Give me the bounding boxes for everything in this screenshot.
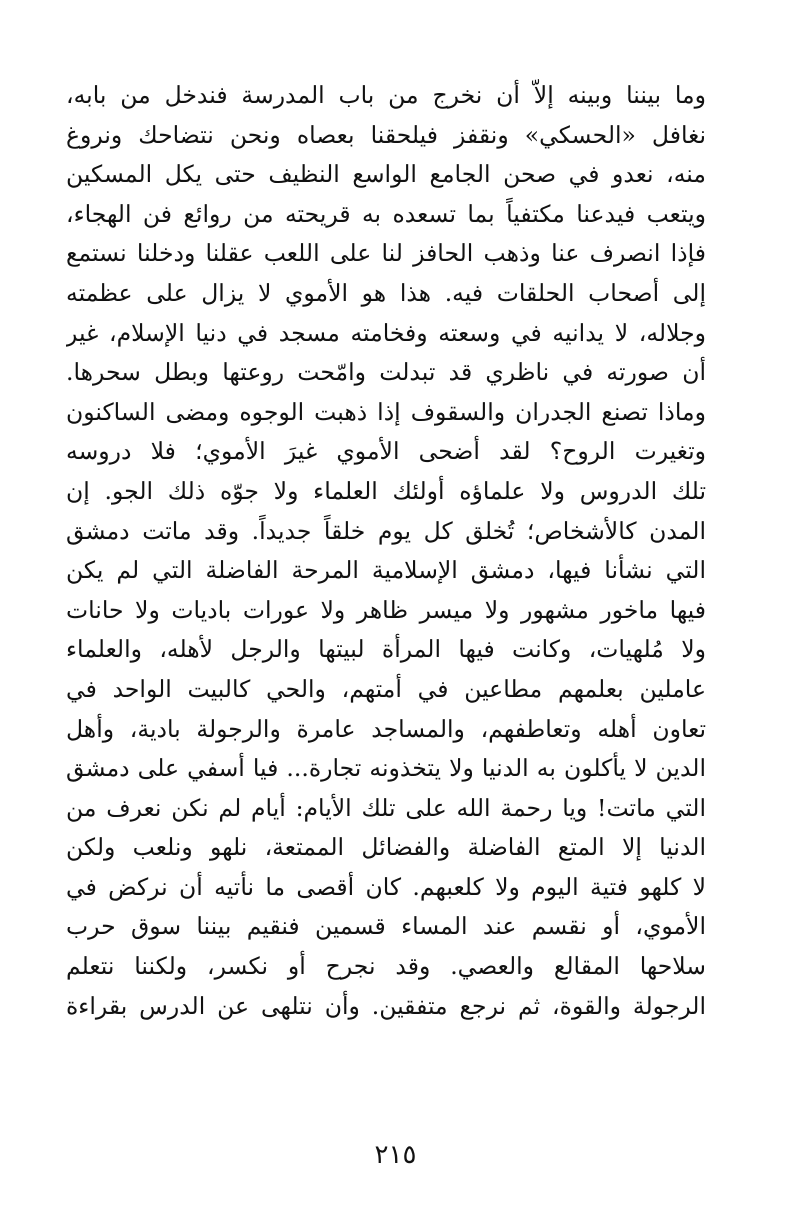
text-line-13: التي نشأنا فيها، دمشق الإسلامية المرحة الفاضلة التي لم يكن [66, 556, 706, 585]
text-line-9: وماذا تصنع الجدران والسقوف إذا ذهبت الوجوه ومضى الساكنون [66, 397, 706, 426]
text-line-22: الأموي، أو نقسم عند المساء قسمين فنقيم بيننا سوق حرب [66, 912, 706, 941]
text-line-18: الدين لا يأكلون به الدنيا ولا يتخذونه تجارة... فيا أسفي على دمشق [66, 754, 706, 783]
text-line-11: تلك الدروس ولا علماؤه أولئك العلماء ولا جوّه ذلك الجو. إن [66, 476, 706, 505]
page-number: ٢١٥ [374, 1140, 417, 1170]
body-text [66, 76, 706, 1026]
text-line-2: نغافل «الحسكي» ونقفز فيلحقنا بعصاه ونحن نتضاحك ونروغ [66, 120, 706, 149]
text-line-7: وجلاله، لا يدانيه في وسعته وفخامته مسجد في دنيا الإسلام، غير [66, 318, 706, 347]
text-line-16: عاملين بعلمهم مطاعين في أمتهم، والحي كالبيت الواحد في [66, 674, 706, 703]
text-line-15: ولا مُلهيات، وكانت فيها المرأة لبيتها والرجل لأهله، والعلماء [66, 635, 706, 664]
text-line-10: وتغيرت الروح؟ لقد أضحى الأموي غيرَ الأموي؛ فلا دروسه [66, 437, 706, 466]
text-line-5: فإذا انصرف عنا وذهب الحافز لنا على اللعب عقلنا ودخلنا نستمع [66, 239, 706, 268]
text-line-3: منه، نعدو في صحن الجامع الواسع النظيف حتى يكل المسكين [66, 160, 706, 189]
text-line-1: وما بيننا وبينه إلاّ أن نخرج من باب المدرسة فندخل من بابه، [66, 81, 706, 109]
text-line-24: الرجولة والقوة، ثم نرجع متفقين. وأن نتلهى عن الدرس بقراءة [66, 991, 706, 1020]
text-line-21: لا كلهو فتية اليوم ولا كلعبهم. كان أقصى ما نأتيه أن نركض في [66, 872, 706, 901]
text-line-8: أن صورته في ناظري قد تبدلت وامّحت روعتها وبطل سحرها. [66, 358, 706, 387]
text-line-17: تعاون أهله وتعاطفهم، والمساجد عامرة والرجولة بادية، وأهل [66, 714, 706, 743]
text-line-6: إلى أصحاب الحلقات فيه. هذا هو الأموي لا يزال على عظمته [66, 278, 706, 307]
text-line-14: فيها ماخور مشهور ولا ميسر ظاهر ولا عورات باديات ولا حانات [66, 595, 706, 624]
text-line-19: التي ماتت! ويا رحمة الله على تلك الأيام: أيام لم نكن نعرف من [66, 793, 706, 822]
text-line-23: سلاحها المقالع والعصي. وقد نجرح أو نكسر، ولكننا نتعلم [66, 952, 706, 981]
text-line-12: المدن كالأشخاص؛ تُخلق كل يوم خلقاً جديداً. وقد ماتت دمشق [66, 516, 706, 545]
text-line-4: ويتعب فيدعنا مكتفياً بما تسعده به قريحته من روائع فن الهجاء، [66, 199, 706, 228]
text-line-20: الدنيا إلا المتع الفاضلة والفضائل الممتعة، نلهو ونلعب ولكن [66, 833, 706, 862]
